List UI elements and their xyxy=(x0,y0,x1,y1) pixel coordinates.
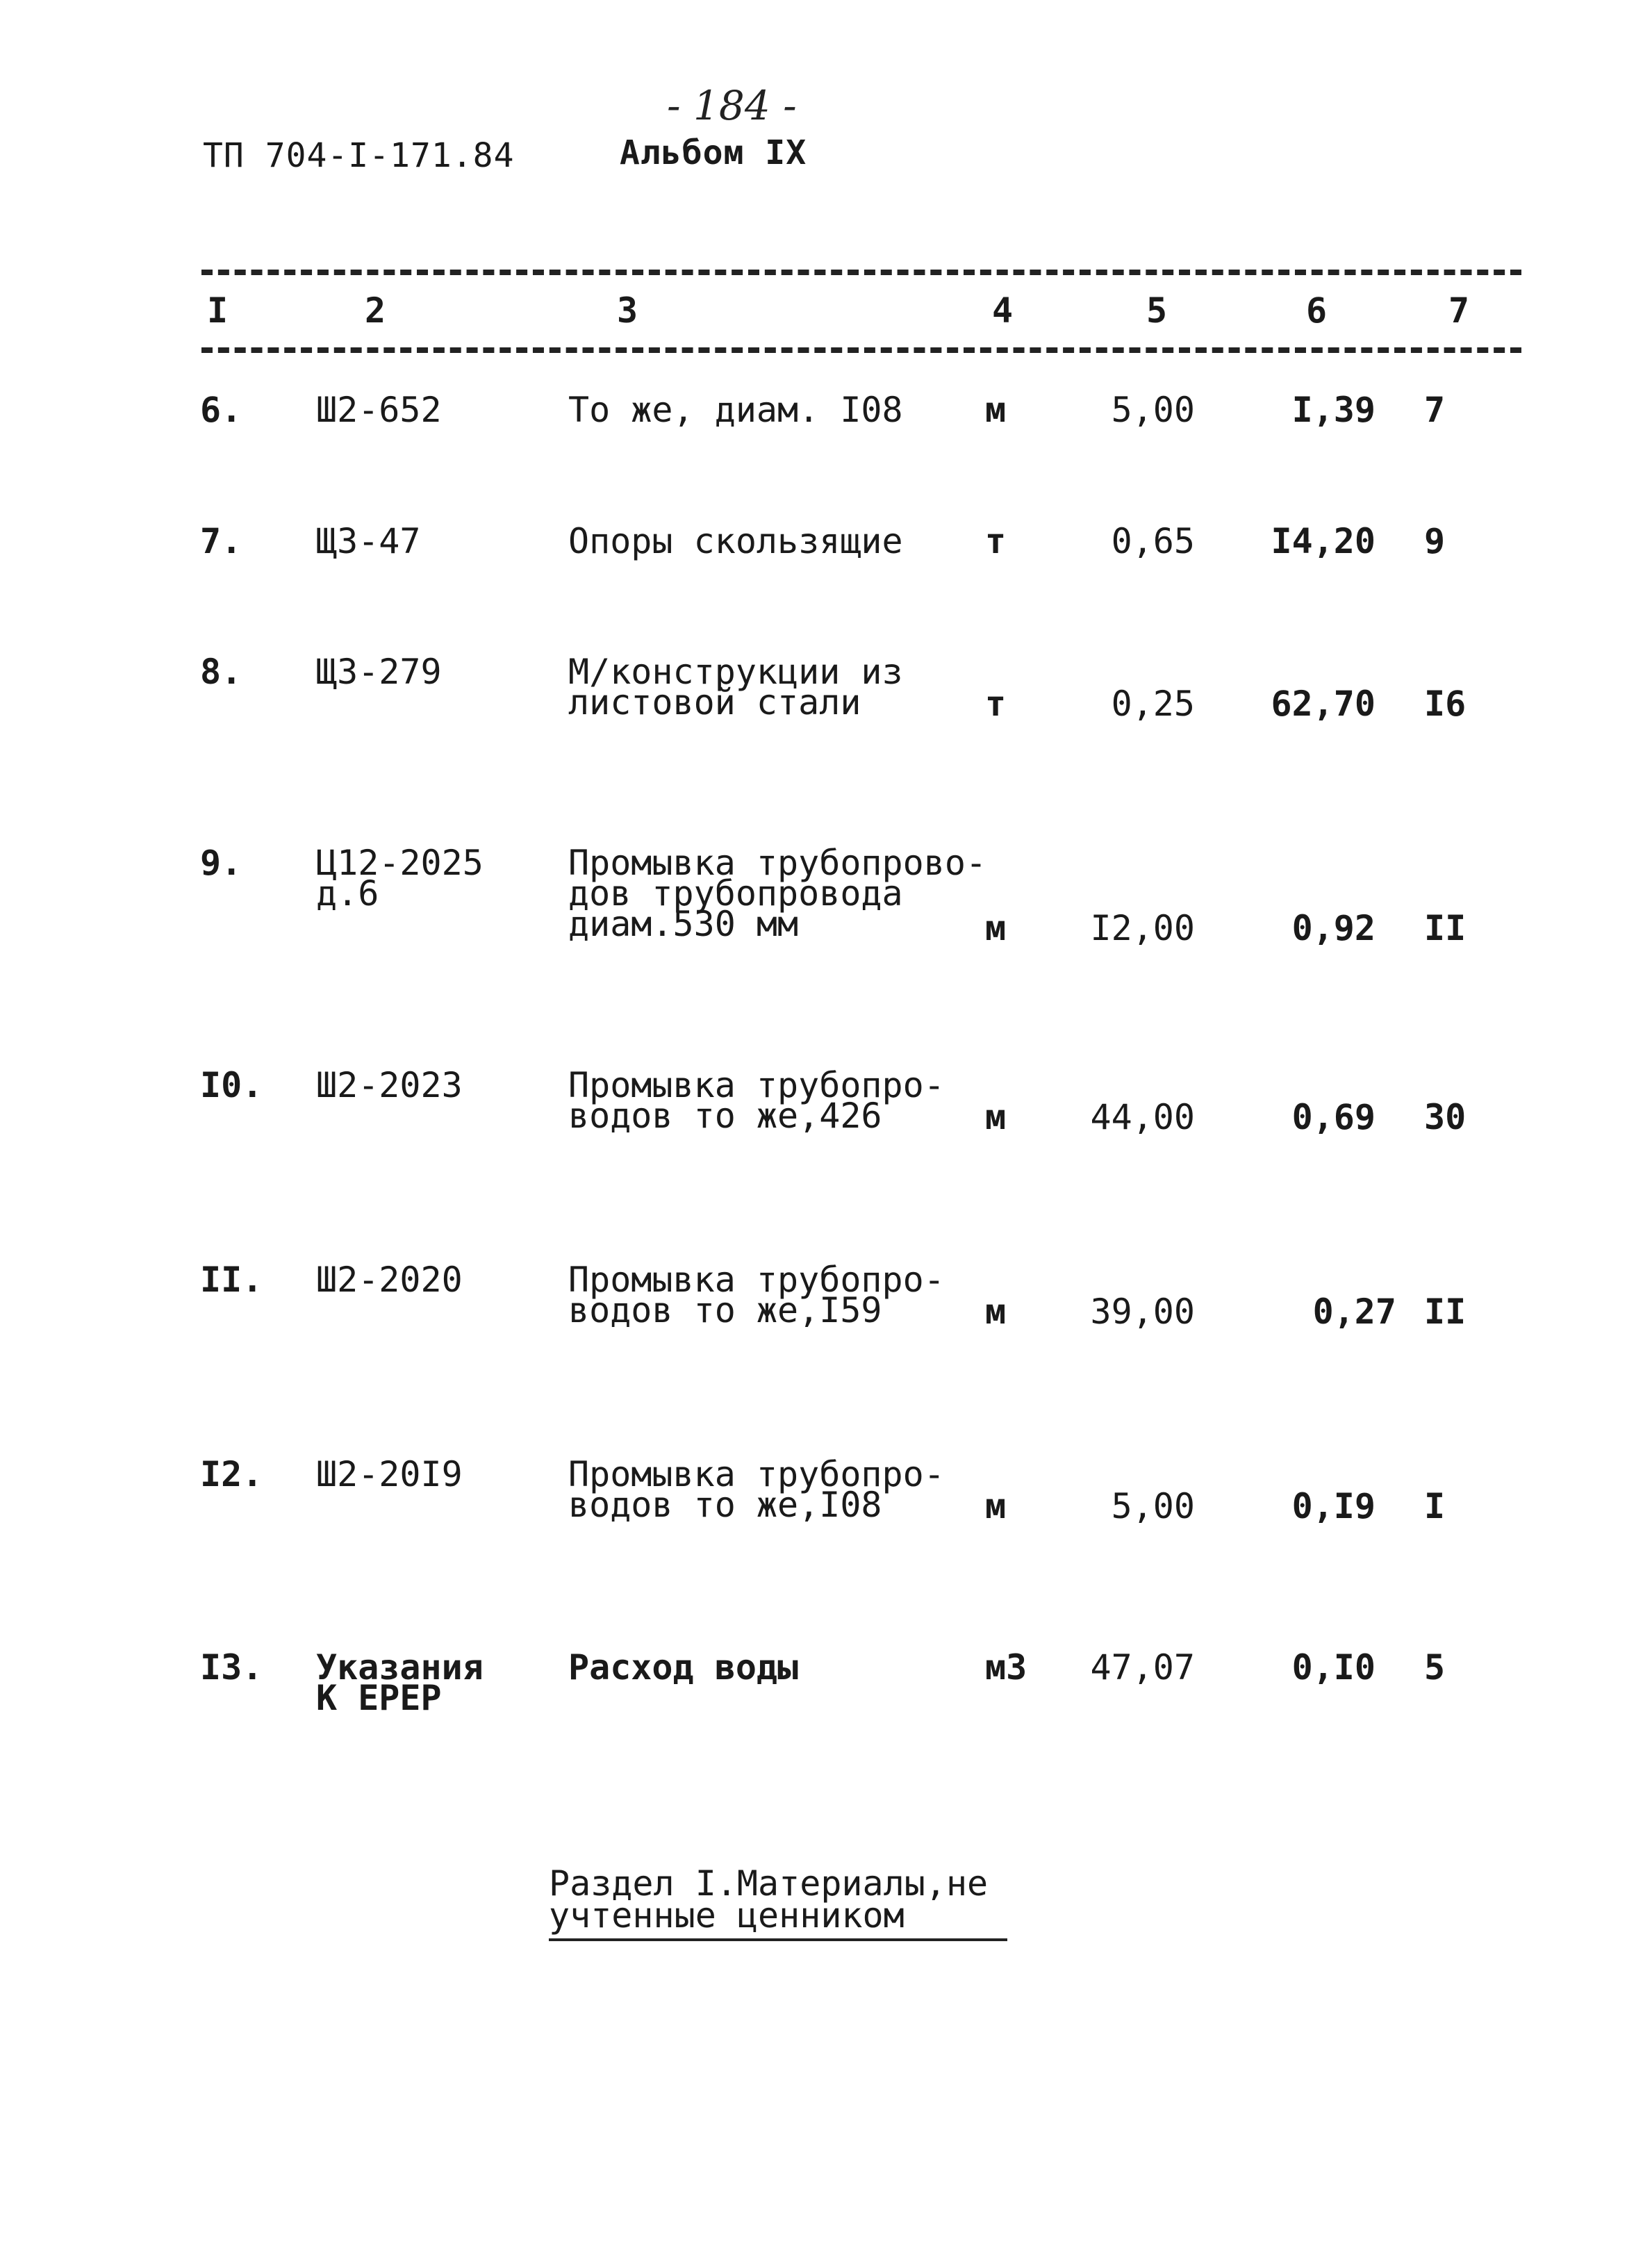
row-code: Ц12-2025 д.6 xyxy=(316,843,484,914)
row-price: 0,92 xyxy=(1291,908,1376,948)
row-cost: 5 xyxy=(1424,1647,1446,1688)
row-cost: I6 xyxy=(1424,684,1467,724)
column-header-2: 2 xyxy=(365,290,386,331)
row-quantity: 0,25 xyxy=(1111,684,1195,724)
row-cost: 7 xyxy=(1424,390,1446,430)
row-number: II. xyxy=(200,1260,263,1300)
row-quantity: 39,00 xyxy=(1090,1292,1195,1332)
row-code: Щ3-279 xyxy=(316,652,442,692)
column-header-1: I xyxy=(207,290,229,331)
row-cost: 30 xyxy=(1424,1097,1467,1137)
row-code: Щ3-47 xyxy=(316,521,421,561)
row-unit: м xyxy=(985,1097,1007,1137)
section-underline xyxy=(549,1938,1007,1941)
row-unit: м xyxy=(985,390,1007,430)
row-price: 0,27 xyxy=(1312,1292,1396,1332)
row-price: I,39 xyxy=(1291,390,1376,430)
row-price: 62,70 xyxy=(1271,684,1376,724)
table-row xyxy=(0,1454,1652,1626)
row-name: Расход воды xyxy=(568,1647,799,1688)
row-name: М/конструкции из листовой стали xyxy=(568,652,903,723)
column-header-5: 5 xyxy=(1146,290,1168,331)
table-row xyxy=(0,1260,1652,1431)
row-price: 0,I9 xyxy=(1291,1486,1376,1526)
section-title: Раздел I.Материалы,не учтенные ценником xyxy=(549,1863,989,1936)
row-name: Промывка трубопро- водов то же,426 xyxy=(568,1065,945,1136)
row-cost: 9 xyxy=(1424,521,1446,561)
album-label: Альбом IX xyxy=(620,133,807,172)
row-unit: м xyxy=(985,1486,1007,1526)
row-number: 8. xyxy=(200,652,242,692)
row-cost: I xyxy=(1424,1486,1446,1526)
column-header-3: 3 xyxy=(617,290,638,331)
row-unit: т xyxy=(985,521,1007,561)
row-code: Ш2-2020 xyxy=(316,1260,463,1300)
row-price: I4,20 xyxy=(1271,521,1376,561)
row-name: Промывка трубопро- водов то же,I59 xyxy=(568,1260,945,1330)
row-code: Ш2-652 xyxy=(316,390,442,430)
row-unit: т xyxy=(985,684,1007,724)
row-code: Ш2-2023 xyxy=(316,1065,463,1105)
row-name: Опоры скользящие xyxy=(568,521,903,561)
row-number: 9. xyxy=(200,843,242,883)
table-row xyxy=(0,1065,1652,1237)
table-row xyxy=(0,843,1652,1014)
table-row xyxy=(0,1647,1652,1819)
row-number: I0. xyxy=(200,1065,263,1105)
row-price: 0,I0 xyxy=(1291,1647,1376,1688)
row-cost: II xyxy=(1424,908,1467,948)
row-quantity: 0,65 xyxy=(1111,521,1195,561)
row-number: I3. xyxy=(200,1647,263,1688)
row-quantity: 5,00 xyxy=(1111,390,1195,430)
table-row xyxy=(0,652,1652,823)
row-number: I2. xyxy=(200,1454,263,1494)
row-unit: м xyxy=(985,1292,1007,1332)
row-quantity: 47,07 xyxy=(1090,1647,1195,1688)
row-code: Ш2-20I9 xyxy=(316,1454,463,1494)
row-code: Указания К ЕРЕР xyxy=(316,1647,484,1718)
row-quantity: 5,00 xyxy=(1111,1486,1195,1526)
row-quantity: I2,00 xyxy=(1090,908,1195,948)
page-number: - 184 - xyxy=(667,82,797,129)
row-price: 0,69 xyxy=(1291,1097,1376,1137)
column-header-7: 7 xyxy=(1448,290,1470,331)
row-name: Промывка трубопрово- дов трубопровода диам.530 мм xyxy=(568,843,987,944)
column-header-4: 4 xyxy=(992,290,1014,331)
row-quantity: 44,00 xyxy=(1090,1097,1195,1137)
document-code: ТП 704-I-171.84 xyxy=(203,136,515,175)
row-name: То же, диам. I08 xyxy=(568,390,903,430)
row-unit: м3 xyxy=(985,1647,1027,1688)
row-number: 7. xyxy=(200,521,242,561)
row-number: 6. xyxy=(200,390,242,430)
row-unit: м xyxy=(985,908,1007,948)
row-cost: II xyxy=(1424,1292,1467,1332)
row-name: Промывка трубопро- водов то же,I08 xyxy=(568,1454,945,1525)
column-header-6: 6 xyxy=(1306,290,1328,331)
